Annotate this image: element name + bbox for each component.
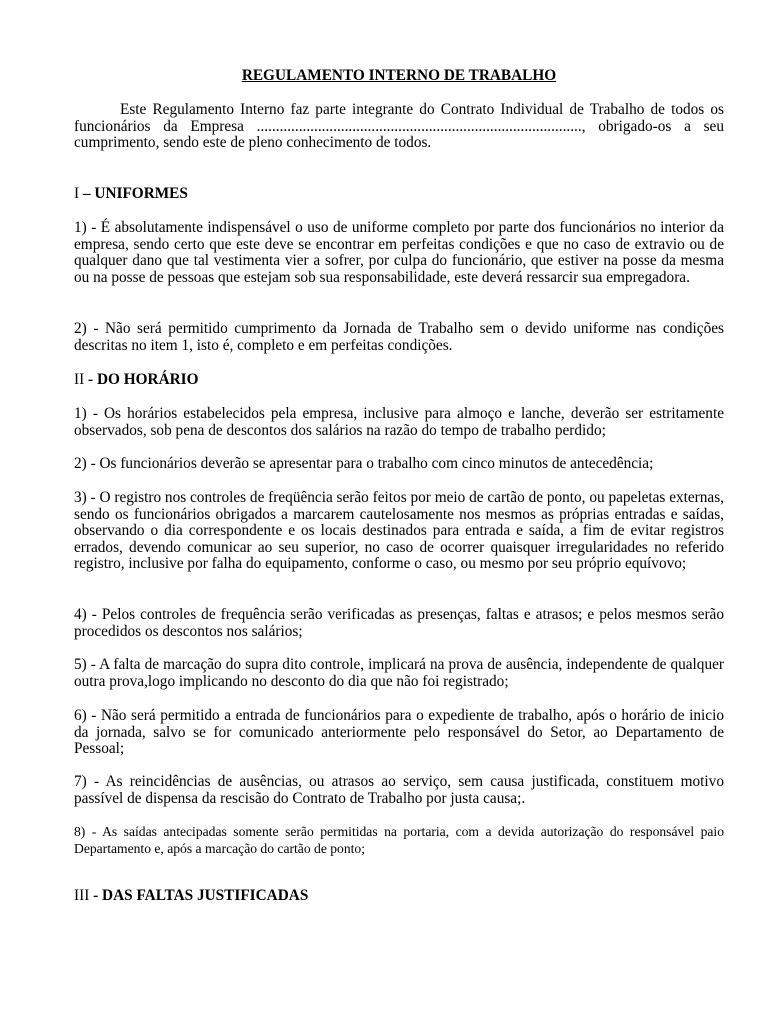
item-text: Os funcionários deverão se apresentar para o trabalho com cinco minutos de antecedência; xyxy=(95,455,654,472)
intro-paragraph: Este Regulamento Interno faz parte integrante do Contrato Individual de Trabalho de todos os funcionários da Empresa ....................................................................................., obrigado-os a seu cumprimento, sendo este de pleno conhecimento de todos. xyxy=(74,101,724,152)
item-number: 1) - xyxy=(74,405,98,422)
item-text: Não será permitido a entrada de funcionários para o expediente de trabalho, após o horário de inicio da jornada, salvo se for comunicado anteriormente pelo responsável do Setor, ao Departamento de Pessoal; xyxy=(74,707,724,758)
item-number: 1) - xyxy=(74,219,97,236)
horario-item-3 xyxy=(74,490,724,573)
section-roman: I xyxy=(74,185,80,202)
item-number: 5) - xyxy=(74,656,96,673)
item-number: 7) - xyxy=(74,773,100,790)
section-heading-faltas-justificadas xyxy=(74,888,724,905)
item-text: Os horários estabelecidos pela empresa, inclusive para almoço e lanche, deverão ser estritamente observados, sob pena de descontos dos salários na razão do tempo de trabalho perdido; xyxy=(74,405,724,439)
horario-item-6 xyxy=(74,708,724,758)
section-roman: II xyxy=(74,371,85,388)
horario-item-8 xyxy=(74,824,724,857)
item-text: Pelos controles de frequência serão verificadas as presenças, faltas e atrasos; e pelos mesmos serão procedidos os descontos nos salários; xyxy=(74,606,724,640)
item-text: As saídas antecipadas somente serão permitidas na portaria, com a devida autorização do responsável paio Departamento e, após a marcação do cartão de ponto; xyxy=(74,824,724,856)
item-number: 6) - xyxy=(74,707,97,724)
section-dash: - xyxy=(84,371,97,388)
section-title: DAS FALTAS JUSTIFICADAS xyxy=(102,887,309,904)
item-text: Não será permitido cumprimento da Jornada de Trabalho sem o devido uniforme nas condições descritas no item 1, isto é, completo e em perfeitas condições. xyxy=(74,320,724,354)
item-number: 8) - xyxy=(74,824,97,839)
item-text: A falta de marcação do supra dito controle, implicará na prova de ausência, independente de qualquer outra prova,logo implicando no desconto do dia que não foi registrado; xyxy=(74,656,724,690)
section-title: DO HORÁRIO xyxy=(96,371,199,388)
section-roman: III xyxy=(74,887,90,904)
section-dash: - xyxy=(89,887,103,904)
horario-item-2 xyxy=(74,456,724,473)
horario-item-1 xyxy=(74,406,724,439)
item-text: As reincidências de ausências, ou atrasos ao serviço, sem causa justificada, constituem motivo passível de dispensa da rescisão do Contrato de Trabalho por justa causa;. xyxy=(74,773,724,807)
item-text: O registro nos controles de freqüência serão feitos por meio de cartão de ponto, ou papeletas externas, sendo os funcionários obrigados a marcarem cautelosamente nos mesmos as próprias entradas e saídas, observando o dia correspondente e os locais destinados para entrada e saída, a fim de evitar registros errados, devendo comunicar ao seu superior, no caso de ocorrer quaisquer irregularidades no referido registro, inclusive por falha do equipamento, conforme o caso, ou mesmo por seu próprio equívovo; xyxy=(74,489,724,573)
horario-item-4 xyxy=(74,607,724,640)
item-number: 4) - xyxy=(74,606,97,623)
item-number: 3) - xyxy=(74,489,96,506)
section-title: UNIFORMES xyxy=(94,185,188,202)
uniformes-item-2 xyxy=(74,321,724,354)
horario-item-5 xyxy=(74,657,724,690)
item-number: 2) - xyxy=(74,320,99,337)
section-heading-uniformes xyxy=(74,186,724,203)
section-dash: – xyxy=(79,185,95,202)
horario-item-7 xyxy=(74,774,724,807)
uniformes-item-1 xyxy=(74,220,724,286)
item-number: 2) - xyxy=(74,455,96,472)
section-heading-horario xyxy=(74,372,724,389)
item-text: É absolutamente indispensável o uso de uniforme completo por parte dos funcionários no interior da empresa, sendo certo que este deve se encontrar em perfeitas condições e que no caso de extravio ou de qualquer dano que tal vestimenta vier a sofrer, por culpa do funcionário, que estiver na posse da mesma ou na posse de pessoas que estejam sob sua responsabilidade, este deverá ressarcir sua empregadora. xyxy=(74,219,724,286)
document-title: REGULAMENTO INTERNO DE TRABALHO xyxy=(241,67,557,84)
